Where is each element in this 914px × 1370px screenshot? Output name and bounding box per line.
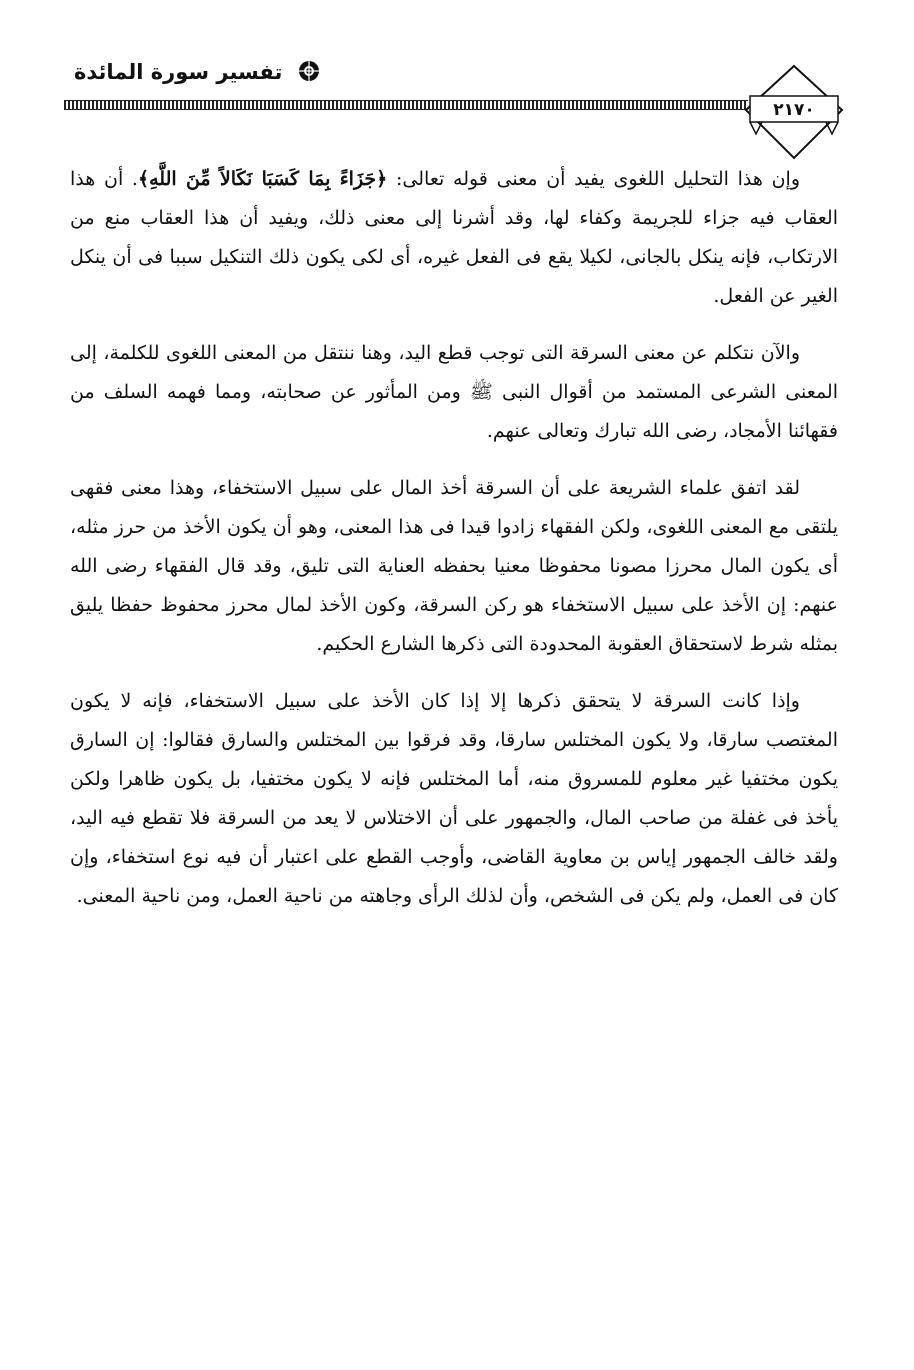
paragraph: والآن نتكلم عن معنى السرقة التى توجب قطع اليد، وهنا ننتقل من المعنى اللغوى للكلمة، إلى المعنى الشرعى المستمد من أقوال النبى ﷺ ومن المأثور عن صحابته، ومما فهمه السلف من فقهائنا الأمجاد، رضى الله تبارك وتعالى عنهم. [70, 342, 838, 442]
paragraph: لقد اتفق علماء الشريعة على أن السرقة أخذ المال على سبيل الاستخفاء، وهذا معنى فقهى يلتقى مع المعنى اللغوى، ولكن الفقهاء زادوا قيدا فى هذا المعنى، وهو أن يكون الأخذ من حرز مثله، أى يكون المال محرزا مصونا محفوظا معنيا بحفظه العناية التى تليق، وقد قال الفقهاء رضى الله عنهم: إن الأخذ على سبيل الاستخفاء هو ركن السرقة، وكون الأخذ لمال محرز محفوظ حفظا يليق بمثله شرط لاستحقاق العقوبة المحدودة التى ذكرها الشارع الحكيم. [70, 477, 838, 655]
header-rule [64, 100, 748, 110]
page-number-badge [742, 62, 846, 162]
running-title: تفسير سورة المائدة [74, 60, 283, 84]
paragraph [70, 160, 838, 316]
flower-ornament-icon [296, 58, 322, 84]
main-text [70, 160, 838, 934]
paragraph: وإذا كانت السرقة لا يتحقق ذكرها إلا إذا كان الأخذ على سبيل الاستخفاء، فإنه لا يكون المغتصب سارقا، ولا يكون المختلس سارقا، وقد فرقوا بين المختلس والسارق فقالوا: إن السارق يكون مختفيا غير معلوم للمسروق منه، أما المختلس فإنه لا يكون مختفيا، بل يكون ظاهرا ولكن يأخذ فى غفلة من صاحب المال، والجمهور على أن الاختلاس لا يعد من السرقة فلا تقطع فيه اليد، ولقد خالف الجمهور إياس بن معاوية القاضى، وأوجب القطع على اعتبار أن فيه نوع استخفاء، وإن كان فى العمل، ولم يكن فى الشخص، وأن لذلك الرأى وجاهته من ناحية العمل، ومن ناحية المعنى. [70, 690, 838, 907]
page-header [64, 52, 844, 162]
page-number: ٢١٧٠ [773, 100, 815, 120]
paragraph-text: وإن هذا التحليل اللغوى يفيد أن معنى قوله تعالى: [387, 168, 801, 190]
quran-verse: ﴿جَزَاءً بِمَا كَسَبَا نَكَالاً مِّنَ اللَّهِ﴾ [137, 168, 388, 190]
paragraph-text: . أن هذا العقاب فيه جزاء للجريمة وكفاء لها، وقد أشرنا إلى معنى ذلك، ويفيد أن هذا العقاب منع من الارتكاب، فإنه ينكل بالجانى، لكيلا يقع فى الفعل غيره، أى لكى يكون ذلك التنكيل سببا فى أن ينكل الغير عن الفعل. [70, 168, 838, 307]
